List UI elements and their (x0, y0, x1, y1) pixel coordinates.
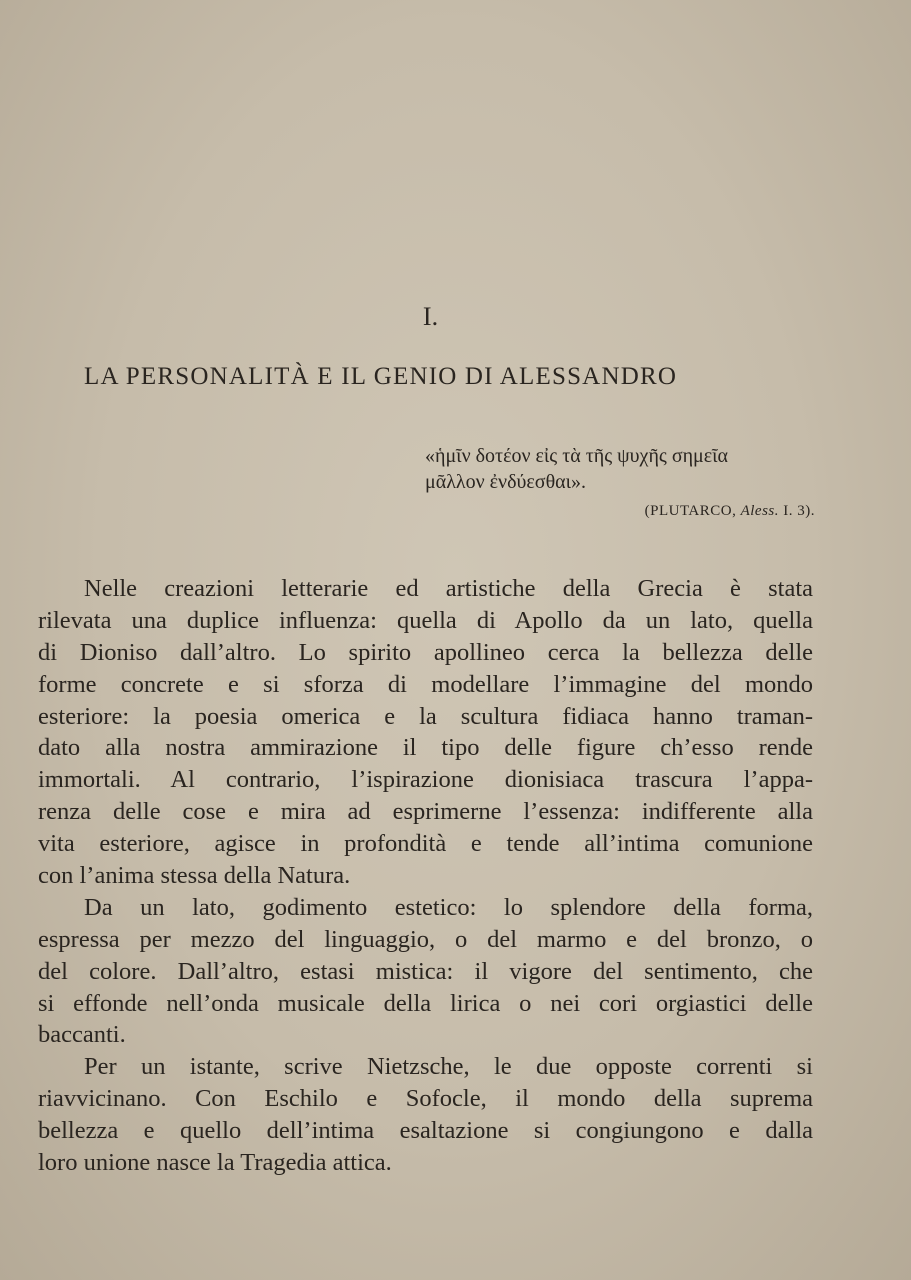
text-line: loro unione nasce la Tragedia attica. (38, 1149, 392, 1177)
chapter-number-text: I. (422, 302, 439, 331)
text-line: Da un lato, godimento estetico: lo splendore della forma, (84, 893, 813, 921)
text-line: rilevata una duplice influenza: quella di Apollo da un lato, quella (38, 606, 813, 634)
text-line: renza delle cose e mira ad esprimerne l’essenza: indifferente alla (38, 798, 813, 826)
text-line: Nelle creazioni letterarie ed artistiche della Grecia è stata (84, 575, 813, 602)
text-line: di Dioniso dall’altro. Lo spirito apollineo cerca la bellezza delle (38, 638, 813, 666)
text-line: con l’anima stessa della Natura. (38, 862, 351, 890)
text-line: si effonde nell’onda musicale della lirica o nei cori orgiastici delle (38, 989, 813, 1017)
text-line: bellezza e quello dell’intima esaltazione si congiungono e dalla (38, 1117, 813, 1145)
chapter-title: LA PERSONALITÀ E IL GENIO DI ALESSANDRO (84, 363, 678, 390)
text-line: forme concrete e si sforza di modellare l’immagine del mondo (38, 670, 813, 698)
paragraph (38, 573, 813, 892)
chapter-number (0, 302, 911, 332)
epigraph-citation (645, 503, 815, 520)
paragraph (38, 1051, 813, 1179)
text-line: esteriore: la poesia omerica e la scultura fidiaca hanno traman- (38, 702, 813, 730)
paragraph (38, 892, 813, 1051)
citation-ref: I. 3). (783, 503, 815, 519)
epigraph-line: μᾶλλον ἐνδύεσθαι». (425, 471, 587, 493)
text-line: vita esteriore, agisce in profondità e tende all’intima comunione (38, 830, 813, 858)
text-line: immortali. Al contrario, l’ispirazione dionisiaca trascura l’appa- (38, 766, 813, 794)
body-text (38, 573, 813, 1179)
text-line: riavvicinano. Con Eschilo e Sofocle, il mondo della suprema (38, 1085, 813, 1113)
text-line: del colore. Dall’altro, estasi mistica: il vigore del sentimento, che (38, 957, 813, 985)
epigraph (425, 443, 835, 495)
text-line: espressa per mezzo del linguaggio, o del marmo e del bronzo, o (38, 925, 813, 953)
epigraph-line: «ἡμῖν δοτέον εἰς τὰ τῆς ψυχῆς σημεῖα (425, 445, 729, 467)
text-line: baccanti. (38, 1021, 126, 1049)
citation-author: (PLUTARCO, (644, 503, 737, 519)
text-line: dato alla nostra ammirazione il tipo delle figure ch’esso rende (38, 734, 813, 762)
citation-work: Aless. (740, 503, 779, 519)
text-line: Per un istante, scrive Nietzsche, le due opposte correnti si (84, 1053, 813, 1081)
